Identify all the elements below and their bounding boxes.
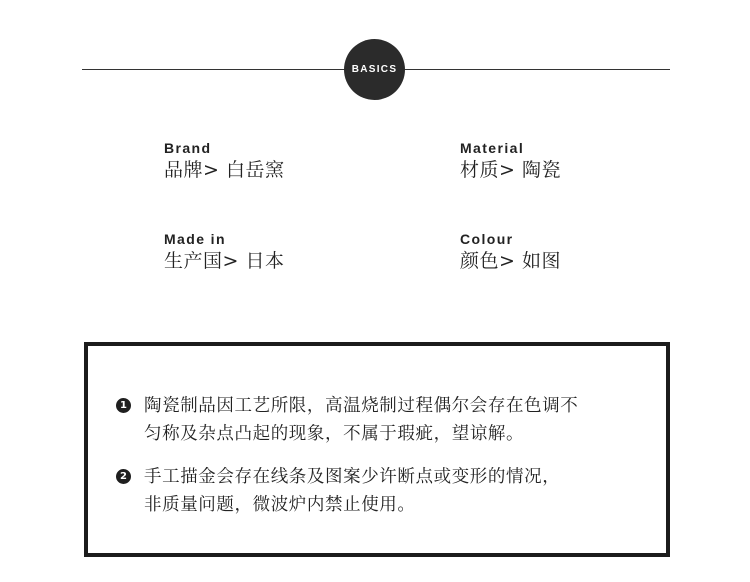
spec-made-in-label: Made in xyxy=(164,231,226,247)
note-number-badge: 2 xyxy=(116,469,131,484)
note-text xyxy=(144,392,578,448)
spec-brand xyxy=(164,140,284,182)
spec-made-in-value: 生产国> 日本 xyxy=(164,250,285,272)
spec-colour-value: 颜色> 如图 xyxy=(460,250,561,272)
note-item-2 xyxy=(116,463,652,519)
basics-badge-label: BASICS xyxy=(351,64,398,75)
spec-brand-value: 品牌> 白岳窯 xyxy=(164,159,285,181)
spec-colour xyxy=(460,231,561,273)
note-text xyxy=(144,463,560,519)
note-number-badge: 1 xyxy=(116,398,131,413)
spec-made-in xyxy=(164,231,284,273)
note-line: 手工描金会存在线条及图案少许断点或变形的情况， xyxy=(144,467,561,487)
spec-brand-label: Brand xyxy=(164,140,212,156)
note-line: 匀称及杂点凸起的现象，不属于瑕疵，望谅解。 xyxy=(144,424,525,444)
note-item-1 xyxy=(116,392,652,448)
spec-material-label: Material xyxy=(460,140,525,156)
spec-colour-label: Colour xyxy=(460,231,514,247)
care-notes-box xyxy=(84,342,670,557)
basics-badge xyxy=(344,39,405,100)
note-line: 非质量问题，微波炉内禁止使用。 xyxy=(144,495,416,515)
note-line: 陶瓷制品因工艺所限，高温烧制过程偶尔会存在色调不 xyxy=(144,396,579,416)
spec-material xyxy=(460,140,561,182)
spec-material-value: 材质> 陶瓷 xyxy=(460,159,561,181)
